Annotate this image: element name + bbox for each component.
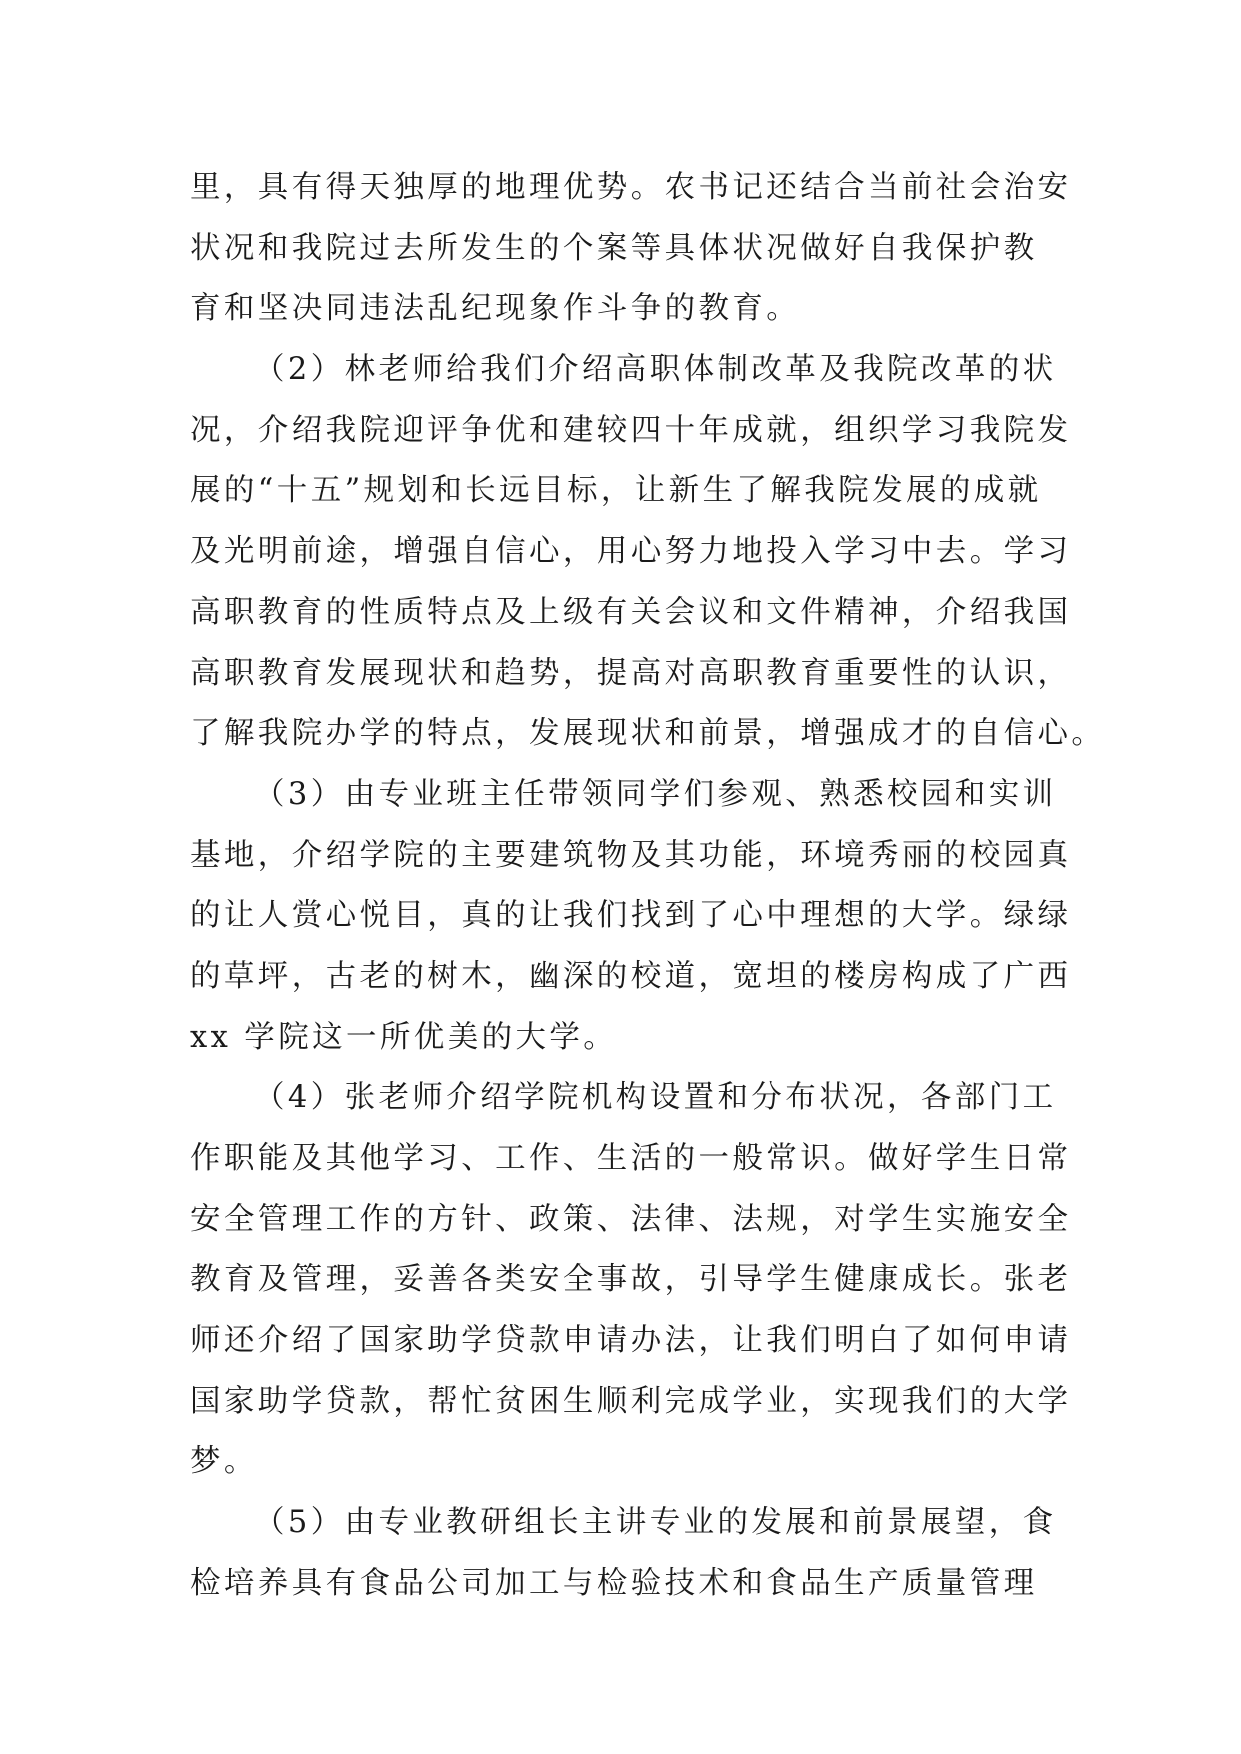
text-line: 了解我院办学的特点，发展现状和前景，增强成才的自信心。	[190, 716, 1106, 752]
text-line: 检培养具有食品公司加工与检验技术和食品生产质量管理	[190, 1565, 1038, 1601]
text-line: 及光明前途，增强自信心，用心努力地投入学习中去。学习	[190, 534, 1072, 570]
text-line: 安全管理工作的方针、政策、法律、法规，对学生实施安全	[190, 1201, 1072, 1237]
paragraph-continued	[190, 158, 1072, 340]
paragraph-item-5	[190, 1493, 1057, 1614]
text-line: （3）由专业班主任带领同学们参观、熟悉校园和实训	[254, 776, 1057, 812]
text-line: 教育及管理，妥善各类安全事故，引导学生健康成长。张老	[190, 1262, 1072, 1298]
paragraph-item-2	[190, 340, 1106, 765]
text-line: 高职教育发展现状和趋势，提高对高职教育重要性的认识，	[190, 655, 1072, 691]
text-line: 育和坚决同违法乱纪现象作斗争的教育。	[190, 291, 801, 327]
paragraph-item-3	[190, 765, 1072, 1068]
paragraph-item-4	[190, 1068, 1072, 1493]
text-line: 国家助学贷款，帮忙贫困生顺利完成学业，实现我们的大学	[190, 1383, 1072, 1419]
text-line: 展的“十五”规划和长远目标，让新生了解我院发展的成就	[190, 473, 1042, 509]
text-line: （5）由专业教研组长主讲专业的发展和前景展望，食	[254, 1505, 1057, 1541]
text-line: 师还介绍了国家助学贷款申请办法，让我们明白了如何申请	[190, 1323, 1072, 1359]
text-line: 基地，介绍学院的主要建筑物及其功能，环境秀丽的校园真	[190, 837, 1072, 873]
text-line: xx 学院这一所优美的大学。	[190, 1019, 618, 1055]
text-line: 梦。	[190, 1444, 258, 1480]
text-line: 状况和我院过去所发生的个案等具体状况做好自我保护教	[190, 230, 1038, 266]
text-line: 的让人赏心悦目，真的让我们找到了心中理想的大学。绿绿	[190, 898, 1072, 934]
text-line: 作职能及其他学习、工作、生活的一般常识。做好学生日常	[190, 1141, 1072, 1176]
document-body	[190, 158, 1106, 1615]
text-line: 高职教育的性质特点及上级有关会议和文件精神，介绍我国	[190, 594, 1072, 630]
text-line: 况，介绍我院迎评争优和建较四十年成就，组织学习我院发	[190, 412, 1072, 448]
text-line: （4）张老师介绍学院机构设置和分布状况，各部门工	[254, 1080, 1057, 1116]
text-line: 的草坪，古老的树木，幽深的校道，宽坦的楼房构成了广西	[190, 958, 1072, 994]
text-line: 里，具有得天独厚的地理优势。农书记还结合当前社会治安	[190, 170, 1072, 205]
text-line: （2）林老师给我们介绍高职体制改革及我院改革的状	[254, 352, 1057, 388]
